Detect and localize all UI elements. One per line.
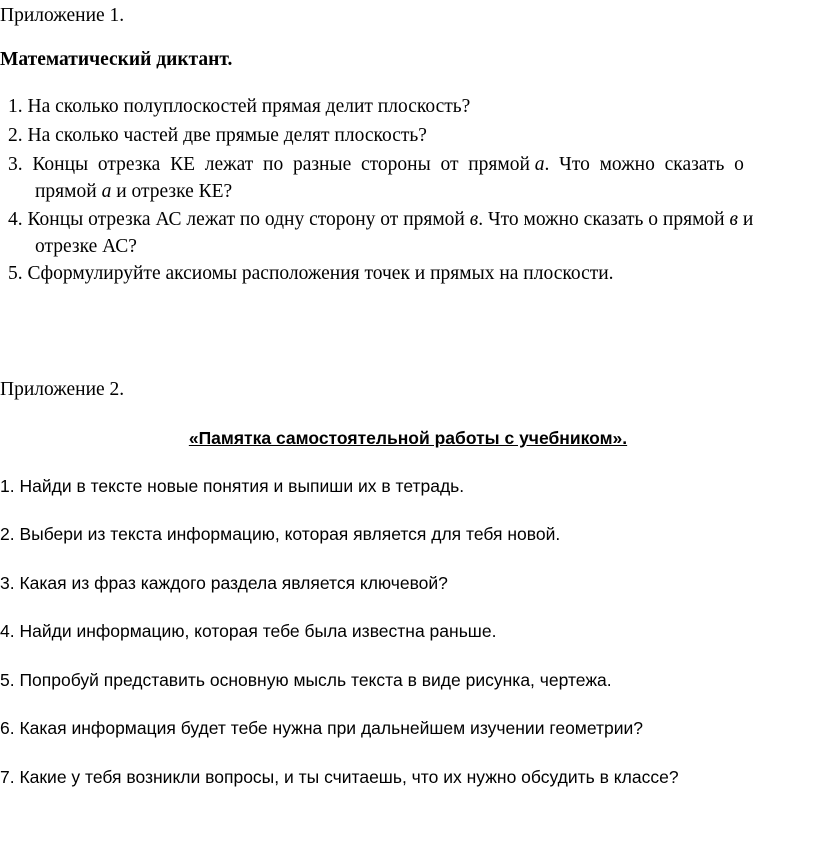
memo-item-2: 2. Выбери из текста информацию, которая является для тебя новой. (0, 524, 561, 544)
memo-item-7: 7. Какие у тебя возникли вопросы, и ты считаешь, что их нужно обсудить в классе? (0, 767, 679, 787)
memo-item-1: 1. Найди в тексте новые понятия и выпиши их в тетрадь. (0, 476, 465, 496)
dictation-question-4-line-1 (8, 208, 753, 232)
math-dictation-title: Математический диктант. (0, 49, 233, 70)
q4-variable-b: в (469, 209, 479, 230)
q3-text-end: . Что можно сказать о (544, 154, 744, 175)
dictation-question-4-line-2: отрезке АС? (35, 236, 137, 257)
memo-title: «Памятка самостоятельной работы с учебником». (188, 428, 628, 448)
q4-text-mid: . Что можно сказать о прямой (478, 209, 730, 230)
memo-item-5: 5. Попробуй представить основную мысль текста в виде рисунка, чертежа. (0, 670, 612, 690)
q3-line2-start: прямой (35, 181, 102, 202)
dictation-question-3-line-1 (8, 153, 814, 177)
memo-item-4: 4. Найди информацию, которая тебе была известна раньше. (0, 621, 497, 641)
q3-line2-end: и отрезке КЕ? (111, 181, 233, 202)
dictation-question-2: 2. На сколько частей две прямые делят плоскость? (8, 125, 427, 146)
q4-variable-b-2: в (729, 209, 738, 230)
dictation-question-3-line-2 (35, 180, 232, 204)
q3-text-start: 3. Концы отрезка КЕ лежат по разные стороны от прямой (8, 154, 535, 175)
dictation-question-5: 5. Сформулируйте аксиомы расположения точек и прямых на плоскости. (8, 263, 614, 284)
q3-line2-variable-a: а (101, 181, 112, 202)
memo-item-3: 3. Какая из фраз каждого раздела является ключевой? (0, 573, 448, 593)
dictation-question-1: 1. На сколько полуплоскостей прямая делит плоскость? (8, 96, 471, 117)
appendix-1-heading: Приложение 1. (0, 5, 125, 26)
appendix-2-heading: Приложение 2. (0, 379, 125, 400)
q4-text-start: 4. Концы отрезка АС лежат по одну сторону от прямой (8, 209, 470, 230)
q4-text-end: и (737, 209, 754, 230)
memo-item-6: 6. Какая информация будет тебе нужна при дальнейшем изучении геометрии? (0, 718, 644, 738)
q3-variable-a: а (534, 154, 545, 175)
